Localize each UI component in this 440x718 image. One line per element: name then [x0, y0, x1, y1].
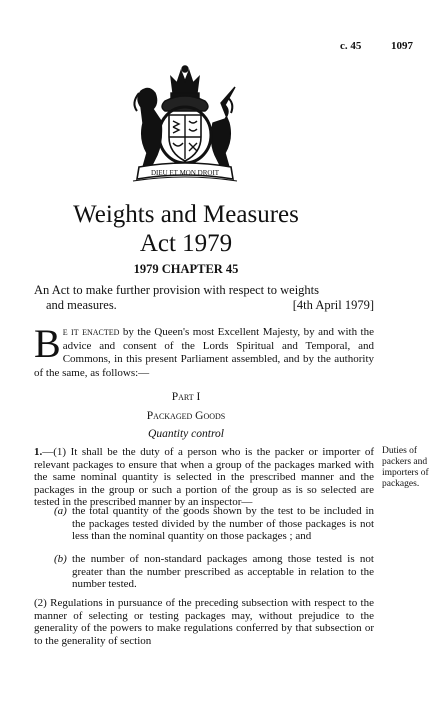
long-title-line-1: An Act to make further provision with respect to weights: [34, 283, 320, 297]
long-title: [34, 283, 374, 313]
enacting-small-caps: e it enacted: [62, 326, 120, 338]
paragraph-b-label: (b): [54, 553, 67, 565]
paragraph-a-label: (a): [54, 505, 67, 517]
part-title: Packaged Goods: [146, 410, 226, 422]
enacting-text: by the Queen's most Excellent Majesty, by and with the advice and consent of the Lords Spiritual and Temporal, and Commons, in this present Parliament assembled, and by the authority of the same, as follows:—: [34, 326, 374, 379]
drop-cap: B: [34, 321, 61, 366]
section-1-text: —(1) It shall be the duty of a person who is the packer or importer of relevant packages to ensure that when a group of the packages marked with the same nominal quantity is selected in the prescribed manner and the packages in the group or such a portion of the group as is so selected are tested in the prescribed manner by an inspector—: [34, 446, 374, 508]
paragraph-b: [54, 553, 374, 591]
part-heading: Part I: [171, 391, 201, 403]
section-number: 1.: [34, 446, 43, 458]
royal-assent-date: [4th April 1979]: [292, 298, 374, 312]
chapter-heading: 1979 CHAPTER 45: [133, 262, 239, 276]
section-1-subsection-2: (2) Regulations in pursuance of the preceding subsection with respect to the manner of selecting or testing packages may, without prejudice to the generality of the powers to make regulations conferred by that subsection or to the generality of section: [34, 597, 374, 647]
page-number: 1097: [391, 40, 413, 52]
enacting-formula: [34, 321, 374, 380]
paragraph-a-text: the total quantity of the goods shown by the test to be included in the packages tested divided by the number of those packages is not less than the nominal quantity on those packages ; and: [72, 505, 374, 542]
section-1-subsection-1: [34, 446, 374, 509]
long-title-line-2: and measures.: [46, 298, 117, 312]
long-title-line-2-row: [34, 298, 374, 313]
act-title-line-2: Act 1979: [139, 230, 233, 257]
cross-heading: Quantity control: [148, 428, 224, 440]
running-header: [0, 40, 440, 56]
act-title-line-1: Weights and Measures: [73, 201, 299, 228]
paragraph-a: [54, 505, 374, 543]
paragraph-b-text: the number of non-standard packages among those tested is not greater than the number prescribed as acceptable in relation to the number tested.: [72, 553, 374, 590]
chapter-reference: c. 45: [340, 40, 362, 52]
royal-coat-of-arms-icon: [121, 63, 249, 188]
crest-motto: DIEU ET MON DROIT: [150, 169, 220, 177]
marginal-note: Duties of packers and importers of packages.: [382, 446, 429, 489]
